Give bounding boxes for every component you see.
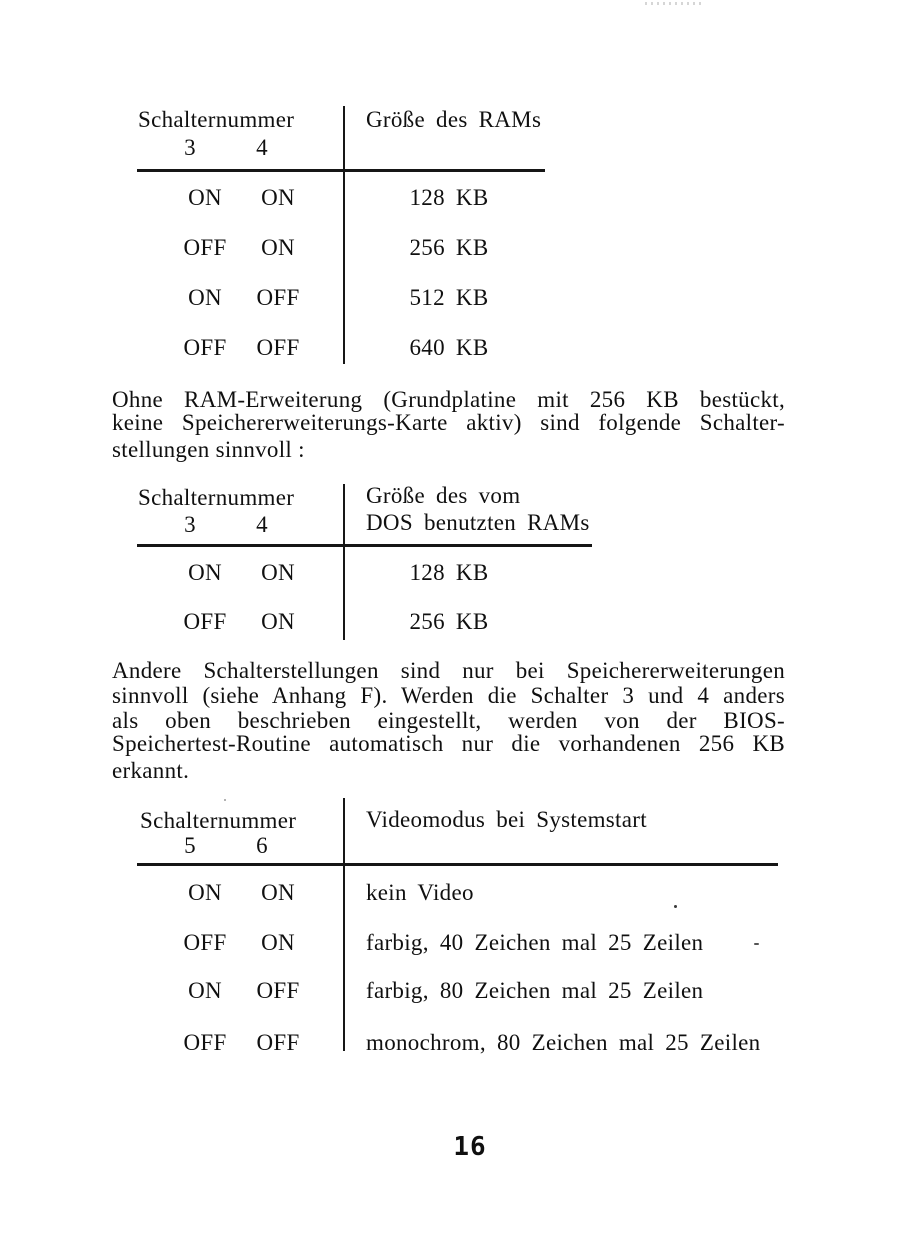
paragraph-line: als oben beschrieben eingestellt, werden von der BIOS- [112,708,785,733]
scan-speck [224,799,226,801]
scan-artifact [645,2,703,5]
value-cell: kein Video [366,880,474,905]
switch-cell: OFF [183,335,227,360]
scan-speck [754,943,759,945]
table2-switch-header: Schalternummer [138,485,295,510]
value-cell: 128 KB [409,185,489,210]
table1-subcol-3: 3 [184,135,196,160]
table3-subcol-6: 6 [256,833,268,858]
value-cell: 640 KB [409,335,489,360]
table2-value-header-line2: DOS benutzten RAMs [366,510,590,535]
table2-subcol-4: 4 [256,512,268,537]
switch-cell: OFF [256,285,300,310]
value-cell: 256 KB [409,609,489,634]
page-number: 16 [453,1132,487,1162]
paragraph-line: erkannt. [112,758,190,783]
value-cell: farbig, 40 Zeichen mal 25 Zeilen [366,930,704,955]
paragraph-line: Andere Schalterstellungen sind nur bei Speichererweiterungen [112,658,785,683]
scan-speck [674,905,677,908]
switch-cell: ON [261,930,295,955]
table2-subcol-3: 3 [184,512,196,537]
switch-cell: OFF [256,335,300,360]
switch-cell: ON [188,978,222,1003]
table3-vertical-rule [343,798,345,1051]
value-cell: farbig, 80 Zeichen mal 25 Zeilen [366,978,704,1003]
paragraph-line: Speichertest-Routine automatisch nur die vorhandenen 256 KB [112,731,785,756]
table1-vertical-rule [343,106,345,364]
table3-value-header: Videomodus bei Systemstart [366,807,647,832]
value-cell: monochrom, 80 Zeichen mal 25 Zeilen [366,1030,761,1055]
switch-cell: OFF [183,930,227,955]
table3-subcol-5: 5 [184,833,196,858]
table1-horizontal-rule [137,169,545,172]
value-cell: 512 KB [409,285,489,310]
table2-value-header-line1: Größe des vom [366,483,521,508]
value-cell: 128 KB [409,560,489,585]
switch-cell: ON [188,880,222,905]
switch-cell: ON [261,609,295,634]
table3-horizontal-rule [137,863,778,866]
value-cell: 256 KB [409,235,489,260]
paragraph-line: stellungen sinnvoll : [112,437,305,462]
switch-cell: OFF [256,1030,300,1055]
switch-cell: OFF [183,1030,227,1055]
table1-switch-header: Schalternummer [138,107,295,132]
switch-cell: ON [188,285,222,310]
table1-subcol-4: 4 [256,135,268,160]
paragraph-line: keine Speichererweiterungs-Karte aktiv) sind folgende Schalter- [112,410,785,435]
switch-cell: ON [188,560,222,585]
switch-cell: OFF [183,235,227,260]
switch-cell: OFF [183,609,227,634]
switch-cell: ON [261,880,295,905]
table2-horizontal-rule [137,544,592,547]
switch-cell: ON [261,185,295,210]
paragraph-line: Ohne RAM-Erweiterung (Grundplatine mit 256 KB bestückt, [112,387,785,412]
table3-switch-header: Schalternummer [140,808,297,833]
paragraph-line: sinnvoll (siehe Anhang F). Werden die Schalter 3 und 4 anders [112,683,785,708]
switch-cell: ON [188,185,222,210]
switch-cell: ON [261,560,295,585]
table1-value-header: Größe des RAMs [366,107,542,132]
switch-cell: ON [261,235,295,260]
switch-cell: OFF [256,978,300,1003]
